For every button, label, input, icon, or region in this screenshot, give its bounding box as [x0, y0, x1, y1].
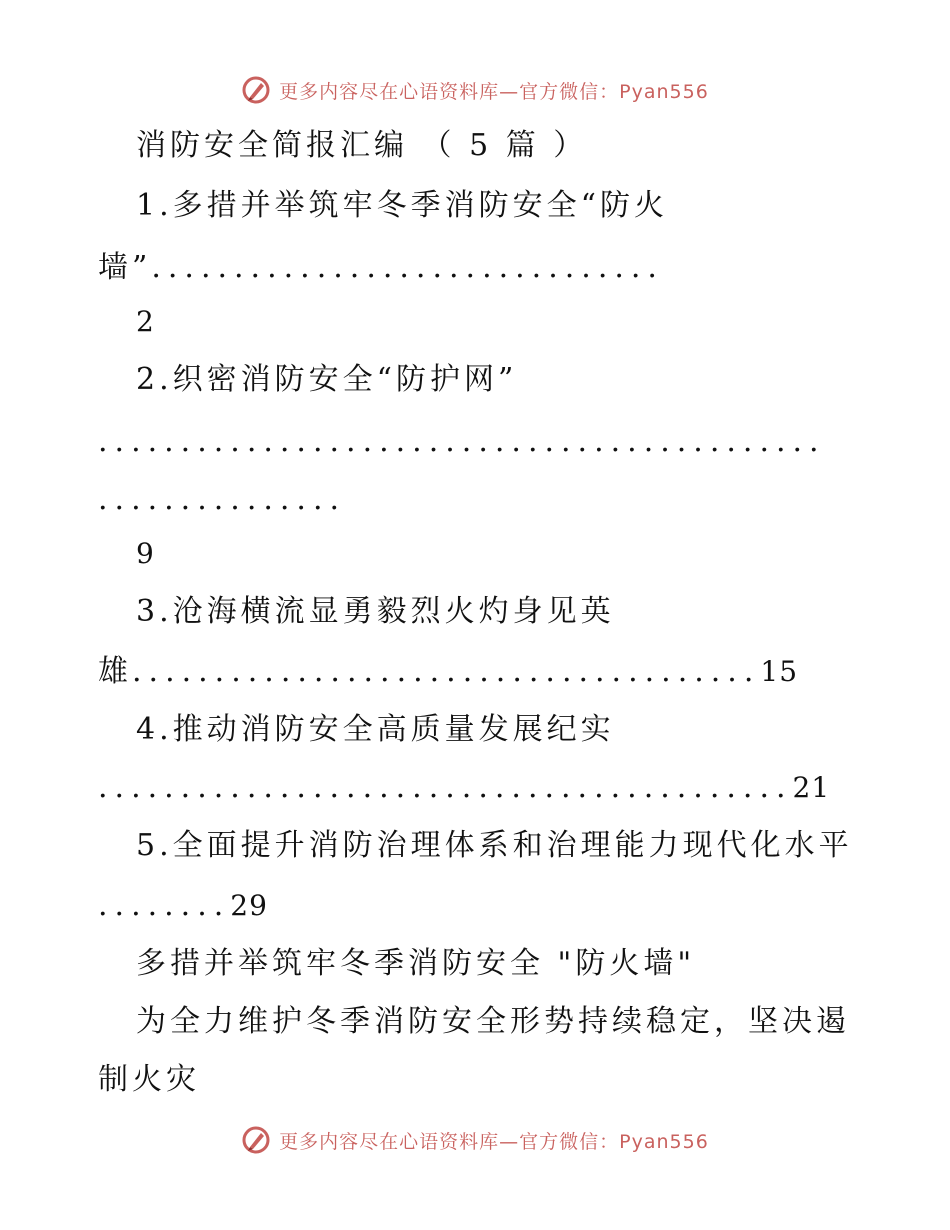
- toc-item-2-dots-a: [98, 422, 826, 462]
- toc-item-3-title-cont: 雄......................................15: [98, 654, 799, 689]
- toc-item-5-title: 5.全面提升消防治理体系和治理能力现代化水平: [136, 828, 853, 863]
- toc-leader-dots: ..........................................: [98, 770, 793, 805]
- toc-item-2-page: [136, 534, 155, 574]
- toc-leader-dots: ...............: [98, 482, 347, 517]
- body-line-1: 为全力维护冬季消防安全形势持续稳定，坚决遏: [136, 1004, 850, 1039]
- header-banner: [0, 70, 950, 110]
- toc-item-5-dots: [98, 886, 268, 926]
- toc-page-number: 15: [760, 655, 799, 688]
- toc-page-number: 29: [230, 889, 268, 922]
- toc-item-1-title-cont: 墙”...............................: [98, 250, 664, 285]
- toc-page-number: 2: [136, 305, 155, 338]
- header-banner-text: 更多内容尽在心语资料库—官方微信：Pyan556: [279, 80, 709, 103]
- footer-banner: [0, 1120, 950, 1160]
- body-line-2: 制火灾: [98, 1062, 200, 1097]
- toc-item-2-title: 2.织密消防安全“防护网”: [136, 362, 518, 397]
- toc-item-2-dots-b: [98, 480, 346, 520]
- toc-page-number: 21: [792, 771, 831, 804]
- doc-title: 消防安全简报汇编 （ 5 篇 ）: [136, 128, 588, 163]
- toc-leader-dots: ......................................: [132, 654, 761, 689]
- toc-item-4-title: 4.推动消防安全高质量发展纪实: [136, 712, 615, 747]
- toc-item-1-page: [136, 302, 155, 342]
- toc-item-1-title: 1.多措并举筑牢冬季消防安全“防火: [136, 188, 668, 223]
- pen-logo-icon: [241, 75, 271, 105]
- footer-banner-text: 更多内容尽在心语资料库—官方微信：Pyan556: [279, 1130, 709, 1153]
- toc-leader-dots: ............................................: [98, 424, 826, 459]
- toc-page-number: 9: [136, 537, 155, 570]
- section-title: 多措并举筑牢冬季消防安全 "防火墙": [136, 946, 696, 981]
- toc-leader-dots: ........: [98, 888, 231, 923]
- pen-logo-icon: [241, 1125, 271, 1155]
- toc-item-3-title: 3.沧海横流显勇毅烈火灼身见英: [136, 594, 615, 629]
- toc-item-4-dots: [98, 768, 830, 808]
- toc-leader-dots: ...............................: [151, 250, 664, 285]
